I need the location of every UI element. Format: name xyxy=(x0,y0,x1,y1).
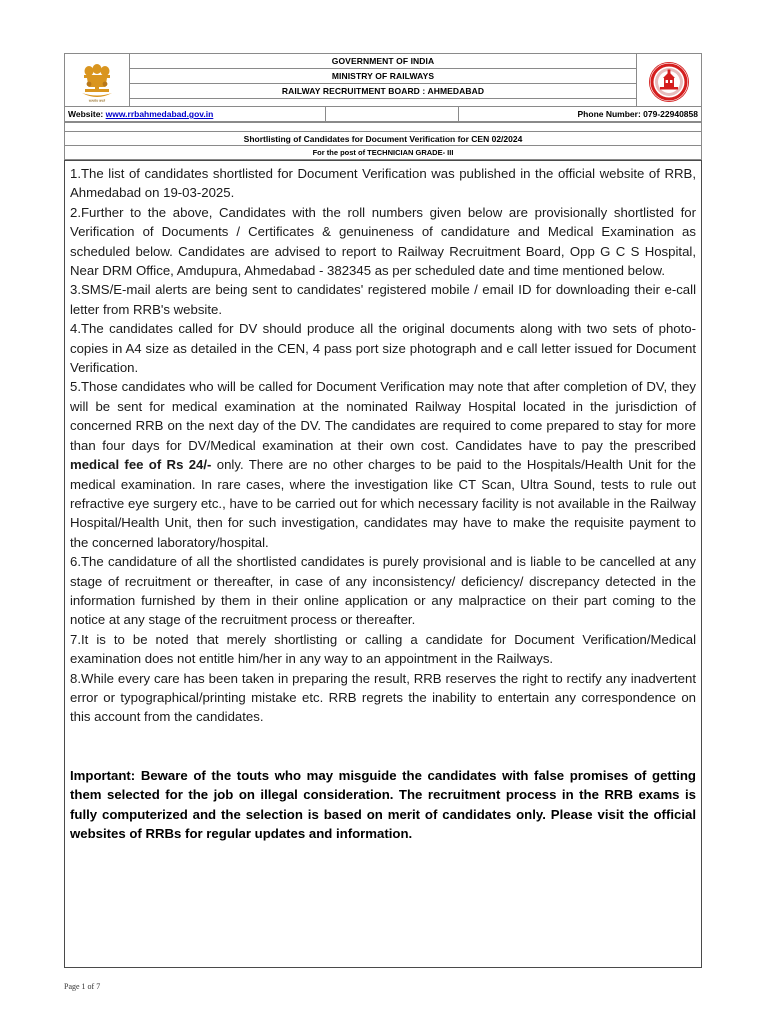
header-row-3 xyxy=(65,84,702,99)
paragraph-4: 4.The candidates called for DV should produce all the original documents along with two sets of photo-copies in A4 size as detailed in the CEN, 4 pass port size photograph and e call letter issued for Document Verification. xyxy=(70,321,696,376)
header-line-2: MINISTRY OF RAILWAYS xyxy=(130,69,637,84)
paragraph-7: 7.It is to be noted that merely shortlisting or calling a candidate for Document Verification/Medical examination does not entitle him/her in any way to an appointment in the Railways. xyxy=(70,631,696,667)
national-emblem-cell xyxy=(65,54,130,111)
subtitle-row-2 xyxy=(65,146,702,160)
page-footer: Page 1 of 7 xyxy=(64,982,101,991)
railway-recruitment-board-seal-icon xyxy=(647,60,691,104)
body-blank-space xyxy=(70,727,696,766)
rrb-seal-cell xyxy=(637,54,702,111)
paragraph-5 xyxy=(70,377,696,552)
svg-text:सत्यमेव जयते: सत्यमेव जयते xyxy=(88,99,106,103)
medical-fee-highlight: medical fee of Rs 24/- xyxy=(70,457,212,473)
paragraph-2: 2.Further to the above, Candidates with the roll numbers given below are provisionally shortlisted for Verification of Documents / Certificates & genuineness of candidature and Medical Examination as scheduled below. Candidates are advised to report to Railway Recruitment Board, Opp G C S Hospital, Near DRM Office, Amdupura, Ahmedabad - 382345 as per scheduled date and time mentioned below. xyxy=(70,204,696,279)
subtitle-spacer-cell xyxy=(65,123,702,132)
contact-table xyxy=(64,106,702,122)
contact-middle-cell xyxy=(326,107,459,122)
important-notice: Important: Beware of the touts who may misguide the candidates with false promises of getting them selected for the job on illegal consideration. The recruitment process in the RRB exams is fully computerized and the selection is based on merit of candidates only. Please visit the official websites of RRBs for regular updates and information. xyxy=(70,767,696,842)
shortlisting-title: Shortlisting of Candidates for Document Verification for CEN 02/2024 xyxy=(65,132,702,146)
contact-row xyxy=(65,107,702,122)
subtitle-row-1 xyxy=(65,132,702,146)
website-link[interactable]: www.rrbahmedabad.gov.in xyxy=(105,109,214,119)
website-label: Website: xyxy=(68,109,106,119)
subtitle-spacer-row xyxy=(65,123,702,132)
subtitle-table xyxy=(64,122,702,160)
header-line-1: GOVERNMENT OF INDIA xyxy=(130,54,637,69)
header-row-2 xyxy=(65,69,702,84)
paragraph-8: 8.While every care has been taken in preparing the result, RRB reserves the right to rectify any inadvertent error or typographical/printing mistake etc. RRB regrets the inability to entertain any correspondence on this account from the candidates. xyxy=(70,670,696,725)
phone-number-cell: Phone Number: 079-22940858 xyxy=(459,107,702,122)
post-title: For the post of TECHNICIAN GRADE- III xyxy=(65,146,702,160)
paragraph-6: 6.The candidature of all the shortlisted candidates is purely provisional and is liable to be cancelled at any stage of recruitment or thereafter, in case of any inconsistency/ deficiency/ discrepancy detected in the information furnished by them in their online application or any malpractice on their part coming to the notice at any stage of the recruitment process or thereafter. xyxy=(70,554,696,628)
paragraph-5-part-2: only. There are no other charges to be paid to the Hospitals/Health Unit for the medical examination. In rare cases, where the investigation like CT Scan, Ultra Sound, tests to rule out refractive eye surgery etc., have to be carried out for which necessary facility is not available in the Railway Hospital/Health Unit, then for such investigation, candidates may have to make the requisite payment to the concerned laboratory/hospital. xyxy=(70,457,697,550)
header-line-3: RAILWAY RECRUITMENT BOARD : AHMEDABAD xyxy=(130,84,637,99)
header-row-1 xyxy=(65,54,702,69)
paragraph-1: 1.The list of candidates shortlisted for Document Verification was published in the official website of RRB, Ahmedabad on 19-03-2025. xyxy=(70,166,696,201)
website-cell xyxy=(65,107,326,122)
paragraph-5-part-1: 5.Those candidates who will be called for Document Verification may note that after completion of DV, they will be sent for medical examination at the nominated Railway Hospital located in the jurisdiction of concerned RRB on the next day of the DV. The candidates are required to come prepared to stay for more than four days for DV/Medical examination at their own cost. Candidates have to pay the prescribed xyxy=(70,379,696,453)
notice-body xyxy=(64,160,702,968)
header-table xyxy=(64,53,702,111)
national-emblem-of-india-icon xyxy=(74,58,120,106)
paragraph-3: 3.SMS/E-mail alerts are being sent to candidates' registered mobile / email ID for downloading their e-call letter from RRB's website. xyxy=(70,282,696,317)
